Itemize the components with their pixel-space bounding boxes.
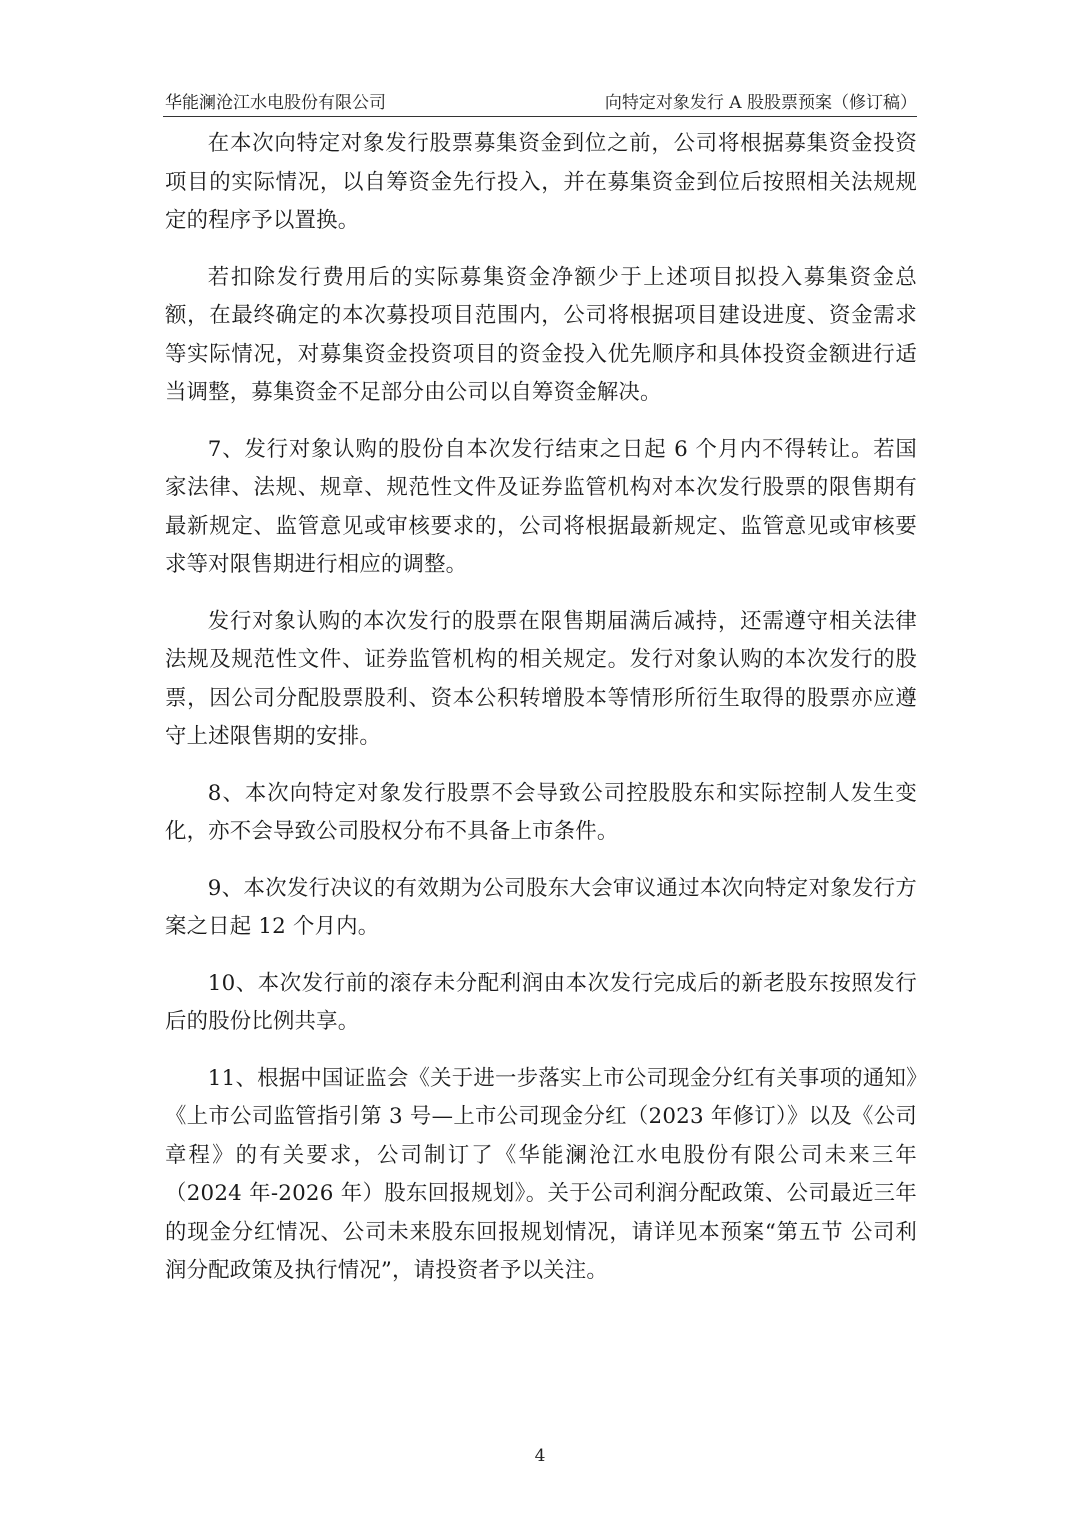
document-body [165,125,917,1291]
page-number: 4 [534,1446,546,1466]
paragraph-item-7-lockup: 7、发行对象认购的股份自本次发行结束之日起 6 个月内不得转让。若国家法律、法规、规章、规范性文件及证券监管机构对本次发行股票的限售期有最新规定、监管意见或审核要求的，公司将根据最新规定、监管意见或审核要求等对限售期进行相应的调整。 [165,436,917,577]
paragraph-item-8-control: 8、本次向特定对象发行股票不会导致公司控股股东和实际控制人发生变化，亦不会导致公司股权分布不具备上市条件。 [165,780,917,844]
paragraph-item-10-profits: 10、本次发行前的滚存未分配利润由本次发行完成后的新老股东按照发行后的股份比例共享。 [165,970,917,1034]
paragraph-item-9-validity: 9、本次发行决议的有效期为公司股东大会审议通过本次向特定对象发行方案之日起 12 个月内。 [165,875,917,939]
header-document-title: 向特定对象发行 A 股股票预案（修订稿） [604,93,917,113]
paragraph-reduction-rules: 发行对象认购的本次发行的股票在限售期届满后减持，还需遵守相关法律法规及规范性文件、证券监管机构的相关规定。发行对象认购的本次发行的股票，因公司分配股票股利、资本公积转增股本等情形所衍生取得的股票亦应遵守上述限售期的安排。 [165,608,917,749]
paragraph-item-11-dividends: 11、根据中国证监会《关于进一步落实上市公司现金分红有关事项的通知》《上市公司监管指引第 3 号—上市公司现金分红（2023 年修订）》以及《公司章程》的有关要求，公司制订了《华能澜沧江水电股份有限公司未来三年（2024 年-2026 年）股东回报规划》。关于公司利润分配政策、公司最近三年的现金分红情况、公司未来股东回报规划情况，请详见本预案“第五节 公司利润分配政策及执行情况”，请投资者予以关注。 [165,1065,917,1283]
header-divider [163,116,917,117]
header-company-name: 华能澜沧江水电股份有限公司 [165,93,386,113]
page-header [165,86,917,114]
paragraph-fund-replacement: 在本次向特定对象发行股票募集资金到位之前，公司将根据募集资金投资项目的实际情况，以自筹资金先行投入，并在募集资金到位后按照相关法规规定的程序予以置换。 [165,131,917,233]
paragraph-fund-shortfall: 若扣除发行费用后的实际募集资金净额少于上述项目拟投入募集资金总额，在最终确定的本次募投项目范围内，公司将根据项目建设进度、资金需求等实际情况，对募集资金投资项目的资金投入优先顺序和具体投资金额进行适当调整，募集资金不足部分由公司以自筹资金解决。 [165,264,917,405]
